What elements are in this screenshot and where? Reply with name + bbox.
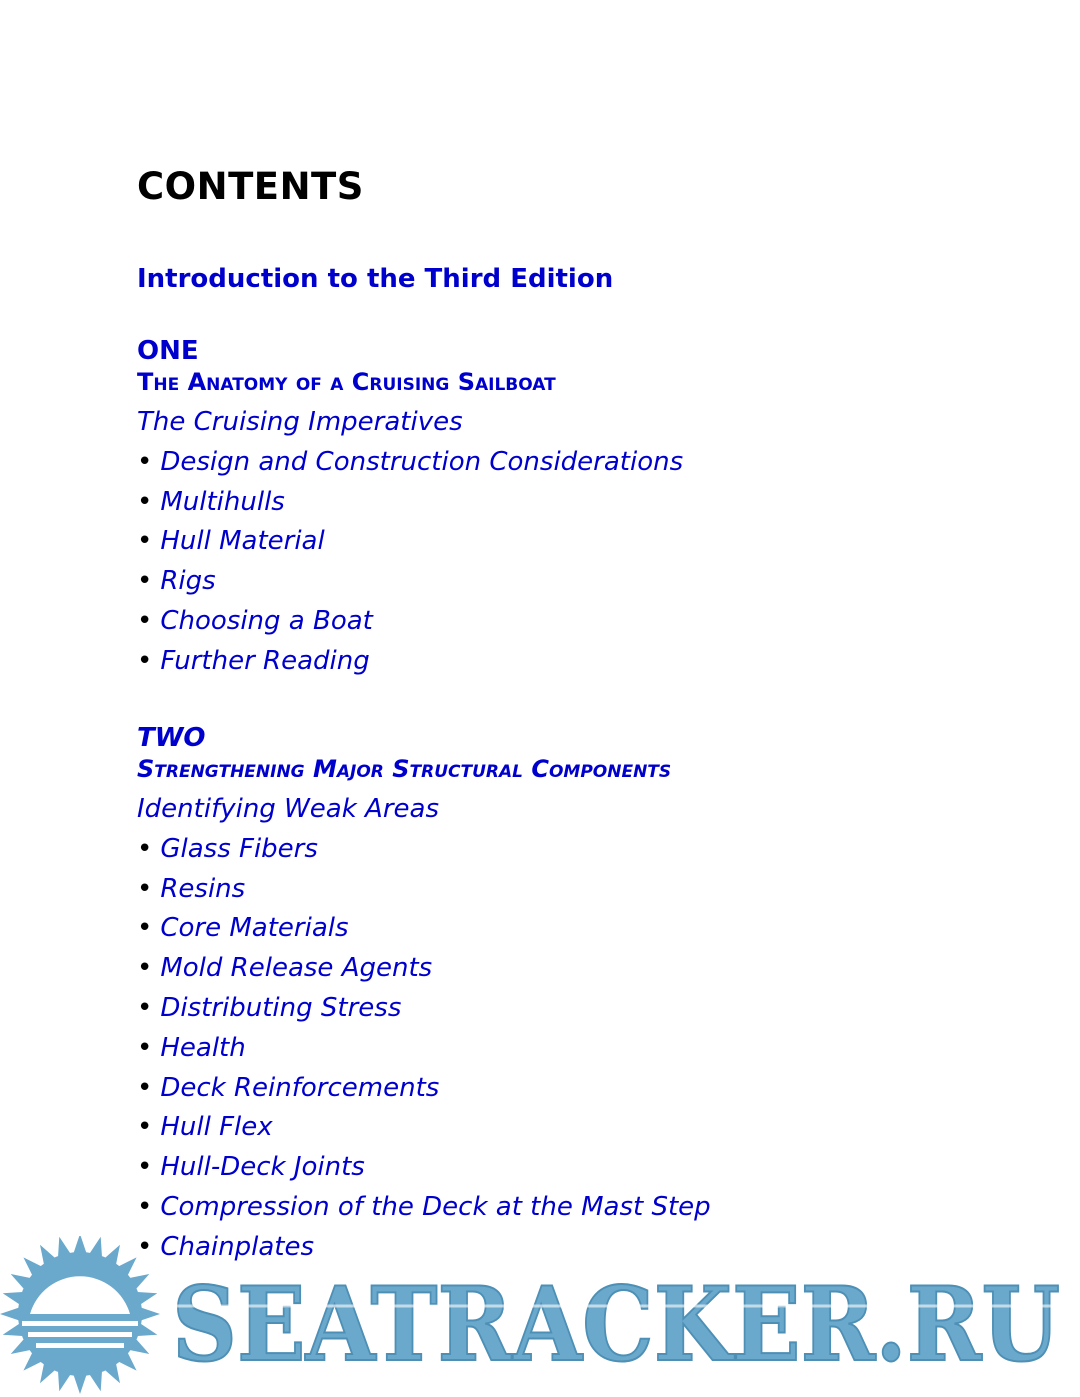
bullet-icon: • bbox=[137, 953, 153, 984]
bullet-icon: • bbox=[137, 645, 153, 676]
toc-entry[interactable] bbox=[137, 873, 711, 913]
toc-entry[interactable] bbox=[137, 565, 683, 605]
toc-entry[interactable] bbox=[137, 525, 683, 565]
entry-label: Core Materials bbox=[160, 913, 349, 944]
entry-label: Multihulls bbox=[160, 486, 285, 517]
chapter-number[interactable]: TWO bbox=[137, 723, 206, 753]
bullet-icon: • bbox=[137, 526, 153, 557]
sun-over-water-icon bbox=[0, 1236, 160, 1394]
entry-label: Health bbox=[160, 1032, 246, 1063]
bullet-icon: • bbox=[137, 446, 153, 477]
toc-entry[interactable] bbox=[137, 1032, 711, 1072]
toc-entry[interactable] bbox=[137, 486, 683, 526]
page-title: CONTENTS bbox=[137, 165, 364, 208]
toc-entry[interactable] bbox=[137, 912, 711, 952]
toc-entry[interactable] bbox=[137, 833, 711, 873]
toc-entry[interactable] bbox=[137, 1072, 711, 1112]
toc-link-introduction[interactable]: Introduction to the Third Edition bbox=[137, 264, 614, 294]
chapter-two bbox=[137, 723, 711, 1271]
bullet-icon: • bbox=[137, 833, 153, 864]
toc-entry[interactable] bbox=[137, 406, 683, 446]
entry-label: Compression of the Deck at the Mast Step bbox=[160, 1191, 711, 1222]
chapter-entries bbox=[137, 406, 683, 685]
toc-entry[interactable] bbox=[137, 1151, 711, 1191]
bullet-icon: • bbox=[137, 605, 153, 636]
chapter-number[interactable]: ONE bbox=[137, 336, 199, 366]
entry-label: Further Reading bbox=[160, 645, 370, 676]
chapter-entries bbox=[137, 793, 711, 1271]
bullet-icon: • bbox=[137, 1191, 153, 1222]
bullet-icon: • bbox=[137, 873, 153, 904]
toc-entry[interactable] bbox=[137, 645, 683, 685]
toc-entry[interactable] bbox=[137, 1111, 711, 1151]
bullet-icon: • bbox=[137, 913, 153, 944]
chapter-title[interactable]: The Anatomy of a Cruising Sailboat bbox=[137, 368, 556, 396]
toc-entry[interactable] bbox=[137, 793, 711, 833]
chapter-title[interactable]: Strengthening Major Structural Components bbox=[137, 755, 672, 783]
entry-label: Rigs bbox=[160, 566, 216, 597]
entry-label: Identifying Weak Areas bbox=[137, 794, 439, 824]
chapter-one bbox=[137, 336, 683, 685]
bullet-icon: • bbox=[137, 1072, 153, 1103]
entry-label: Hull Flex bbox=[160, 1112, 273, 1143]
toc-entry[interactable] bbox=[137, 1191, 711, 1231]
toc-entry[interactable] bbox=[137, 446, 683, 486]
bullet-icon: • bbox=[137, 486, 153, 517]
toc-entry[interactable] bbox=[137, 952, 711, 992]
bullet-icon: • bbox=[137, 1152, 153, 1183]
bullet-icon: • bbox=[137, 992, 153, 1023]
entry-label: Mold Release Agents bbox=[160, 953, 433, 984]
entry-label: Hull-Deck Joints bbox=[160, 1152, 365, 1183]
bullet-icon: • bbox=[137, 1231, 153, 1262]
bullet-icon: • bbox=[137, 1032, 153, 1063]
entry-label: Resins bbox=[160, 873, 246, 904]
entry-label: The Cruising Imperatives bbox=[137, 407, 463, 437]
entry-label: Deck Reinforcements bbox=[160, 1072, 440, 1103]
entry-label: Hull Material bbox=[160, 526, 325, 557]
entry-label: Choosing a Boat bbox=[160, 605, 373, 636]
entry-label: Glass Fibers bbox=[160, 833, 318, 864]
entry-label: Chainplates bbox=[160, 1231, 315, 1262]
entry-label: Design and Construction Considerations bbox=[160, 446, 684, 477]
toc-entry[interactable] bbox=[137, 605, 683, 645]
bullet-icon: • bbox=[137, 1112, 153, 1143]
toc-entry[interactable] bbox=[137, 992, 711, 1032]
watermark bbox=[0, 1236, 1080, 1397]
bullet-icon: • bbox=[137, 566, 153, 597]
watermark-text: SEATRACKER.RU bbox=[172, 1265, 1060, 1385]
entry-label: Distributing Stress bbox=[160, 992, 402, 1023]
